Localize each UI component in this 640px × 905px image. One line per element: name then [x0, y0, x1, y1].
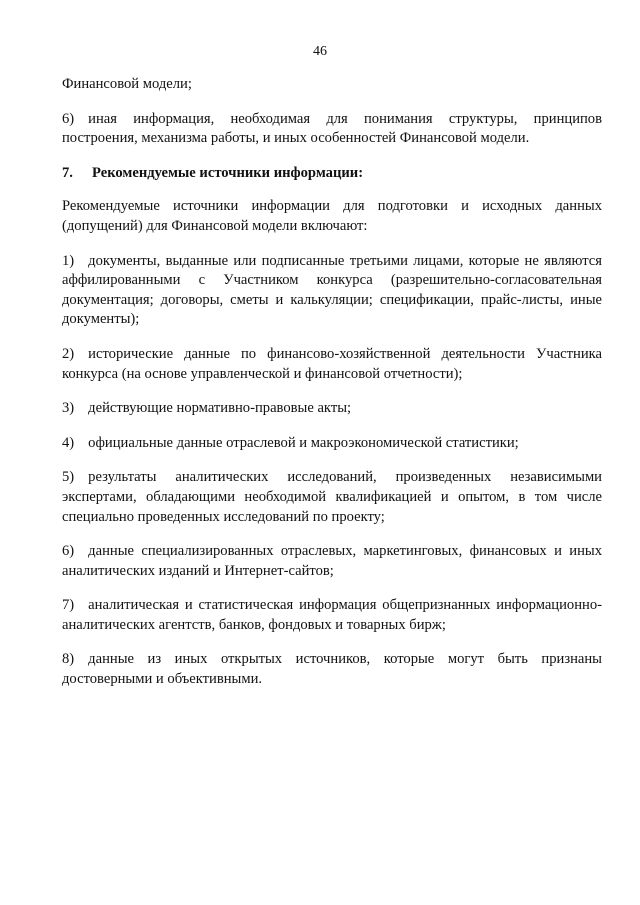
- item-text: данные из иных открытых источников, которые могут быть признаны достоверными и объективными.: [62, 651, 602, 688]
- item-number: 6): [62, 543, 75, 560]
- item-number: 1): [62, 252, 75, 269]
- item-number: 6): [62, 110, 75, 127]
- item-text: данные специализированных отраслевых, маркетинговых, финансовых и иных аналитических изданий и Интернет-сайтов;: [62, 543, 602, 579]
- list-item: [62, 596, 602, 635]
- item-number: 5): [62, 469, 75, 486]
- section-heading: [62, 164, 602, 184]
- paragraph-item-6-model: [62, 110, 602, 149]
- list-item: [62, 399, 602, 419]
- item-number: 4): [62, 434, 75, 451]
- list-item: [62, 434, 602, 454]
- item-text: документы, выданные или подписанные третьими лицами, которые не являются аффилированными с Участником конкурса (разрешительно-согласовательная документация; договоры, сметы и калькуляции; спецификации, прайс-листы, иные документы);: [62, 252, 602, 328]
- item-text: действующие нормативно-правовые акты;: [88, 400, 352, 417]
- item-number: 7): [62, 597, 75, 614]
- section-number: 7.: [62, 164, 73, 181]
- item-text: результаты аналитических исследований, произведенных независимыми экспертами, обладающими необходимой квалификацией и опытом, в том числе специально проведенных исследований по проекту;: [62, 469, 602, 525]
- item-number: 3): [62, 400, 75, 417]
- list-item: [62, 542, 602, 581]
- section-intro: Рекомендуемые источники информации для подготовки и исходных данных (допущений) для Финансовой модели включают:: [62, 198, 602, 234]
- list-item: [62, 468, 602, 527]
- item-text: аналитическая и статистическая информация общепризнанных информационно-аналитических агентств, банков, фондовых и товарных бирж;: [62, 597, 602, 633]
- item-text: иная информация, необходимая для понимания структуры, принципов построения, механизма работы, и иных особенностей Финансовой модели.: [62, 110, 602, 147]
- item-number: 2): [62, 345, 75, 362]
- document-body: [62, 75, 602, 705]
- section-title: Рекомендуемые источники информации:: [92, 164, 364, 181]
- item-number: 8): [62, 651, 75, 668]
- list-item: [62, 345, 602, 384]
- page-number: 46: [313, 44, 327, 59]
- paragraph-continuation: Финансовой модели;: [62, 76, 192, 92]
- list-item: [62, 252, 602, 330]
- item-text: исторические данные по финансово-хозяйственной деятельности Участника конкурса (на основе управленческой и финансовой отчетности);: [62, 345, 602, 382]
- list-item: [62, 650, 602, 689]
- item-text: официальные данные отраслевой и макроэкономической статистики;: [88, 434, 519, 451]
